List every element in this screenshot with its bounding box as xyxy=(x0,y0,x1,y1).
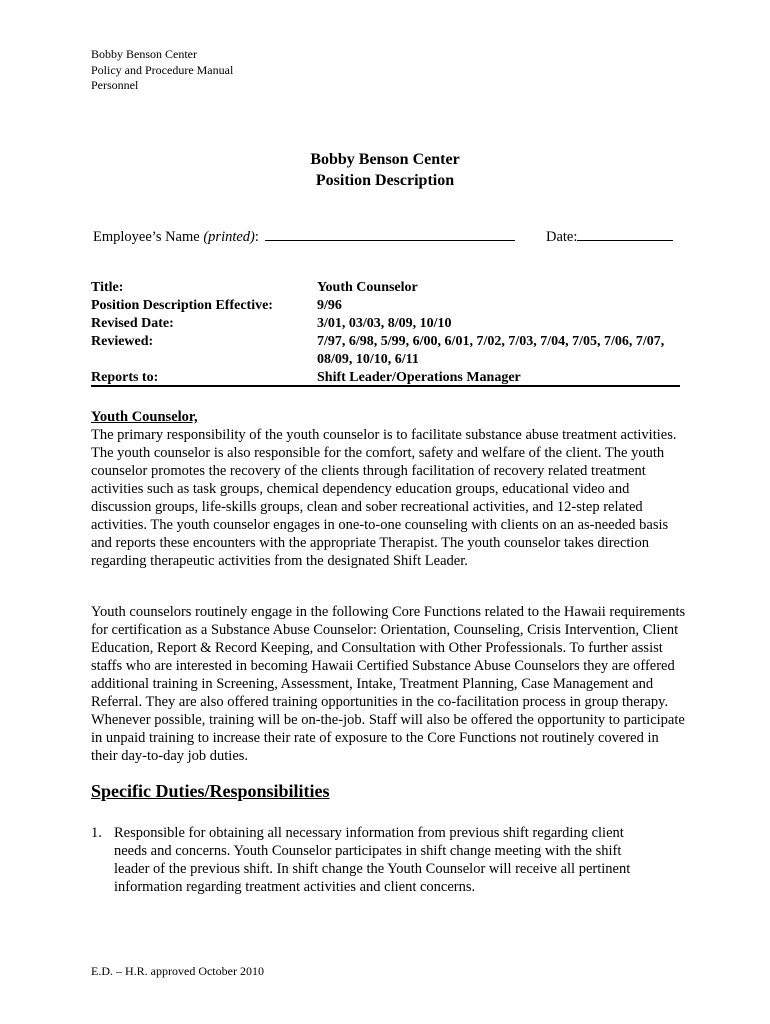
meta-row xyxy=(91,297,677,315)
list-item-text: Responsible for obtaining all necessary information from previous shift regarding client needs and concerns. Youth Counselor participates in shift change meeting with the shift leader of the previous shift. In shift change the Youth Counselor will receive all pertinent information regarding treatment activities and client concerns. xyxy=(114,825,631,895)
page-footer: E.D. – H.R. approved October 2010 xyxy=(91,964,264,978)
meta-key: Title: xyxy=(91,280,124,295)
date-label: Date: xyxy=(546,229,578,245)
meta-value: 7/97, 6/98, 5/99, 6/00, 6/01, 7/02, 7/03, 7/04, 7/05, 7/06, 7/07, 08/09, 10/10, 6/11 xyxy=(317,334,665,367)
meta-key: Revised Date: xyxy=(91,316,174,331)
date-field[interactable] xyxy=(577,226,673,241)
paragraph-core-functions: Youth counselors routinely engage in the following Core Functions related to the Hawaii requirements for certification as a Substance Abuse Counselor: Orientation, Counseling, Crisis Intervention, Client Education, Report & Record Keeping, and Consultation with Other Professionals. To further assist staffs who are interested in becoming Hawaii Certified Substance Abuse Counselors they are offered additional training in Screening, Assessment, Intake, Treatment Planning, Case Management and Referral. They are also offered training opportunities in the co-facilitation process in group therapy. Whenever possible, training will be on-the-job. Staff will also be offered the opportunity to participate in unpaid training to increase their rate of exposure to the Core Functions not routinely covered in their day-to-day job duties. xyxy=(91,604,686,764)
date-line xyxy=(546,226,673,246)
employee-name-label: Employee’s Name xyxy=(93,229,204,245)
section-heading: Youth Counselor, xyxy=(91,409,198,425)
meta-row xyxy=(91,333,677,369)
employee-name-line xyxy=(93,226,515,246)
section-divider xyxy=(91,385,680,387)
list-item-number: 1. xyxy=(91,825,102,841)
header-section: Personnel xyxy=(91,78,139,92)
title-doc: Position Description xyxy=(315,172,455,189)
employee-name-colon: : xyxy=(254,229,259,245)
duties-heading: Specific Duties/Responsibilities xyxy=(91,781,330,801)
header-org: Bobby Benson Center xyxy=(91,47,197,61)
running-header xyxy=(91,47,233,94)
header-manual: Policy and Procedure Manual xyxy=(91,62,234,77)
paragraph-responsibilities: The primary responsibility of the youth counselor is to facilitate substance abuse treatment activities. The youth counselor is also responsible for the comfort, safety and welfare of the client. The youth counselor promotes the recovery of the clients through facilitation of recovery related treatment activities such as task groups, chemical dependency education groups, educational video and discussion groups, life-skills groups, clean and sober recreational activities, and 12-step related activities. The youth counselor engages in one-to-one counseling with clients on an as-needed basis and reports these encounters with the appropriate Therapist. The youth counselor takes direction regarding therapeutic activities from the designated Shift Leader. xyxy=(91,427,677,569)
meta-value: Shift Leader/Operations Manager xyxy=(317,370,521,385)
list-item xyxy=(91,824,686,896)
meta-value: 3/01, 03/03, 8/09, 10/10 xyxy=(317,316,452,331)
employee-name-field[interactable] xyxy=(265,226,515,241)
meta-key: Reports to: xyxy=(91,370,159,385)
document-title xyxy=(0,149,770,191)
meta-value: 9/96 xyxy=(317,298,342,313)
meta-row xyxy=(91,315,677,333)
meta-value: Youth Counselor xyxy=(317,280,418,295)
meta-row xyxy=(91,279,677,297)
position-meta xyxy=(91,279,677,387)
duties-list xyxy=(91,824,686,896)
meta-key: Position Description Effective: xyxy=(91,298,273,313)
meta-key: Reviewed: xyxy=(91,334,154,349)
youth-counselor-section xyxy=(91,408,686,570)
employee-name-label-printed: (printed) xyxy=(203,229,255,245)
title-org: Bobby Benson Center xyxy=(310,151,460,168)
